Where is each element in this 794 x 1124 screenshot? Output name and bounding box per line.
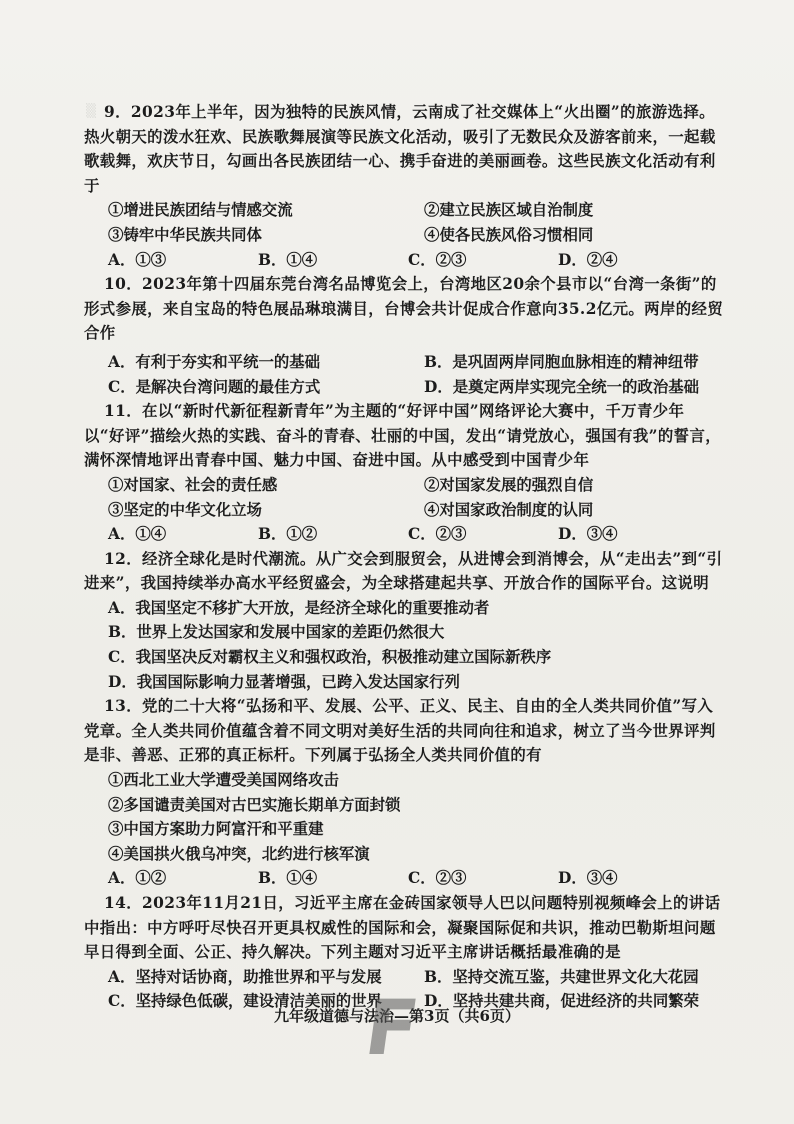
- statement-item: ②建立民族区域自治制度: [424, 201, 594, 220]
- statement-item: ③铸牢中华民族共同体: [108, 225, 262, 244]
- question-stem: 13．党的二十大将“弘扬和平、发展、公平、正义、民主、自由的全人类共同价值”写入党章。全人类共同价值蕴含着不同文明对美好生活的共同向往和追求，树立了当今世界评判是非、善恶、正邪的真正标杆。下列属于弘扬全人类共同价值的有: [84, 697, 716, 765]
- choice-c: C．②③: [408, 525, 467, 544]
- choice-b: B．坚持交流互鉴，共建世界文化大花园: [424, 967, 699, 986]
- choice-a: A．①③: [108, 250, 167, 269]
- question-stem: 9．2023年上半年，因为独特的民族风情，云南成了社交媒体上“火出圈”的旅游选择。热火朝天的泼水狂欢、民族歌舞展演等民族文化活动，吸引了无数民众及游客前来，一起载歌载舞，欢庆节日，勾画出各民族团结一心、携手奋进的美丽画卷。这些民族文化活动有利于: [84, 103, 716, 195]
- statement-item: ②多国谴责美国对古巴实施长期单方面封锁: [108, 795, 401, 814]
- choice-row: [84, 350, 724, 375]
- statement-item: ③中国方案助力阿富汗和平重建: [108, 820, 324, 839]
- choice-c: C．是解决台湾问题的最佳方式: [108, 377, 321, 396]
- question-stem: 14．2023年11月21日，习近平主席在金砖国家领导人巴以问题特别视频峰会上的讲话中指出：中方呼吁尽快召开更具权威性的国际和会，凝聚国际促和共识，推动巴勒斯坦问题早日得到全面、公正、持久解决。下列主题对习近平主席讲话概括最准确的是: [84, 894, 721, 962]
- choice-row: [84, 375, 724, 400]
- question-stem: 11．在以“新时代新征程新青年”为主题的“好评中国”网络评论大赛中，千万青少年以“好评”描绘火热的实践、奋斗的青春、壮丽的中国，发出“请党放心，强国有我”的誓言，满怀深情地评出青春中国、魅力中国、奋进中国。从中感受到中国青少年: [84, 402, 722, 470]
- choice-c: C．我国坚决反对霸权主义和强权政治，积极推动建立国际新秩序: [108, 648, 552, 667]
- statement-item: ②对国家发展的强烈自信: [424, 475, 594, 494]
- statement-item: ④美国拱火俄乌冲突，北约进行核军演: [108, 844, 370, 863]
- question-13: [84, 694, 724, 891]
- statement-item: ③坚定的中华文化立场: [108, 500, 262, 519]
- statement-item: ①增进民族团结与情感交流: [108, 201, 293, 220]
- choice-d: D．②④: [558, 250, 618, 269]
- choice-d: D．坚持共建共商，促进经济的共同繁荣: [424, 992, 699, 1011]
- choice-a: A．坚持对话协商，助推世界和平与发展: [108, 967, 382, 986]
- statement-item: ④使各民族风俗习惯相同: [424, 225, 594, 244]
- version-letter-mark: F: [359, 983, 425, 1072]
- statement-item: ①对国家、社会的责任感: [108, 475, 278, 494]
- question-area: [84, 100, 724, 1014]
- statement-item: ①西北工业大学遭受美国网络攻击: [108, 771, 339, 790]
- choice-d: D．是奠定两岸实现完全统一的政治基础: [424, 377, 699, 396]
- choice-a: A．有利于夯实和平统一的基础: [108, 352, 321, 371]
- page-footer: 九年级道德与法治—第3页（共6页）: [274, 1007, 520, 1025]
- choice-b: B．世界上发达国家和发展中国家的差距仍然很大: [108, 623, 445, 642]
- question-9: [84, 100, 724, 272]
- bleed-through-texture: ▒: [86, 104, 96, 119]
- question-10: [84, 272, 724, 399]
- question-12: [84, 547, 724, 695]
- choice-a: A．①②: [108, 869, 167, 888]
- choice-b: B．是巩固两岸同胞血脉相连的精神纽带: [424, 352, 699, 371]
- statement-row: [84, 473, 724, 498]
- question-11: [84, 399, 724, 547]
- choice-c: C．②③: [408, 250, 467, 269]
- choice-row: [84, 522, 724, 547]
- choice-row: [84, 248, 724, 273]
- choice-b: B．①④: [258, 869, 318, 888]
- choice-d: D．我国国际影响力显著增强，已跨入发达国家行列: [108, 672, 460, 691]
- question-stem: 10．2023年第十四届东莞台湾名品博览会上，台湾地区20余个县市以“台湾一条街”的形式参展，来自宝岛的特色展品琳琅满目，台博会共计促成合作意向35.2亿元。两岸的经贸合作: [84, 275, 724, 343]
- question-stem: 12．经济全球化是时代潮流。从广交会到服贸会，从进博会到消博会，从“走出去”到“引进来”，我国持续举办高水平经贸盛会，为全球搭建起共享、开放合作的国际平台。这说明: [84, 549, 723, 593]
- choice-b: B．①②: [258, 525, 318, 544]
- statement-row: [84, 198, 724, 223]
- choice-row: [84, 866, 724, 891]
- choice-a: A．我国坚定不移扩大开放，是经济全球化的重要推动者: [108, 598, 490, 617]
- choice-c: C．②③: [408, 869, 467, 888]
- choice-b: B．①④: [258, 250, 318, 269]
- statement-row: [84, 498, 724, 523]
- choice-d: D．③④: [558, 525, 618, 544]
- choice-c: C．坚持绿色低碳，建设清洁美丽的世界: [108, 992, 382, 1011]
- choice-d: D．③④: [558, 869, 618, 888]
- choice-a: A．①④: [108, 525, 167, 544]
- statement-row: [84, 223, 724, 248]
- statement-item: ④对国家政治制度的认同: [424, 500, 594, 519]
